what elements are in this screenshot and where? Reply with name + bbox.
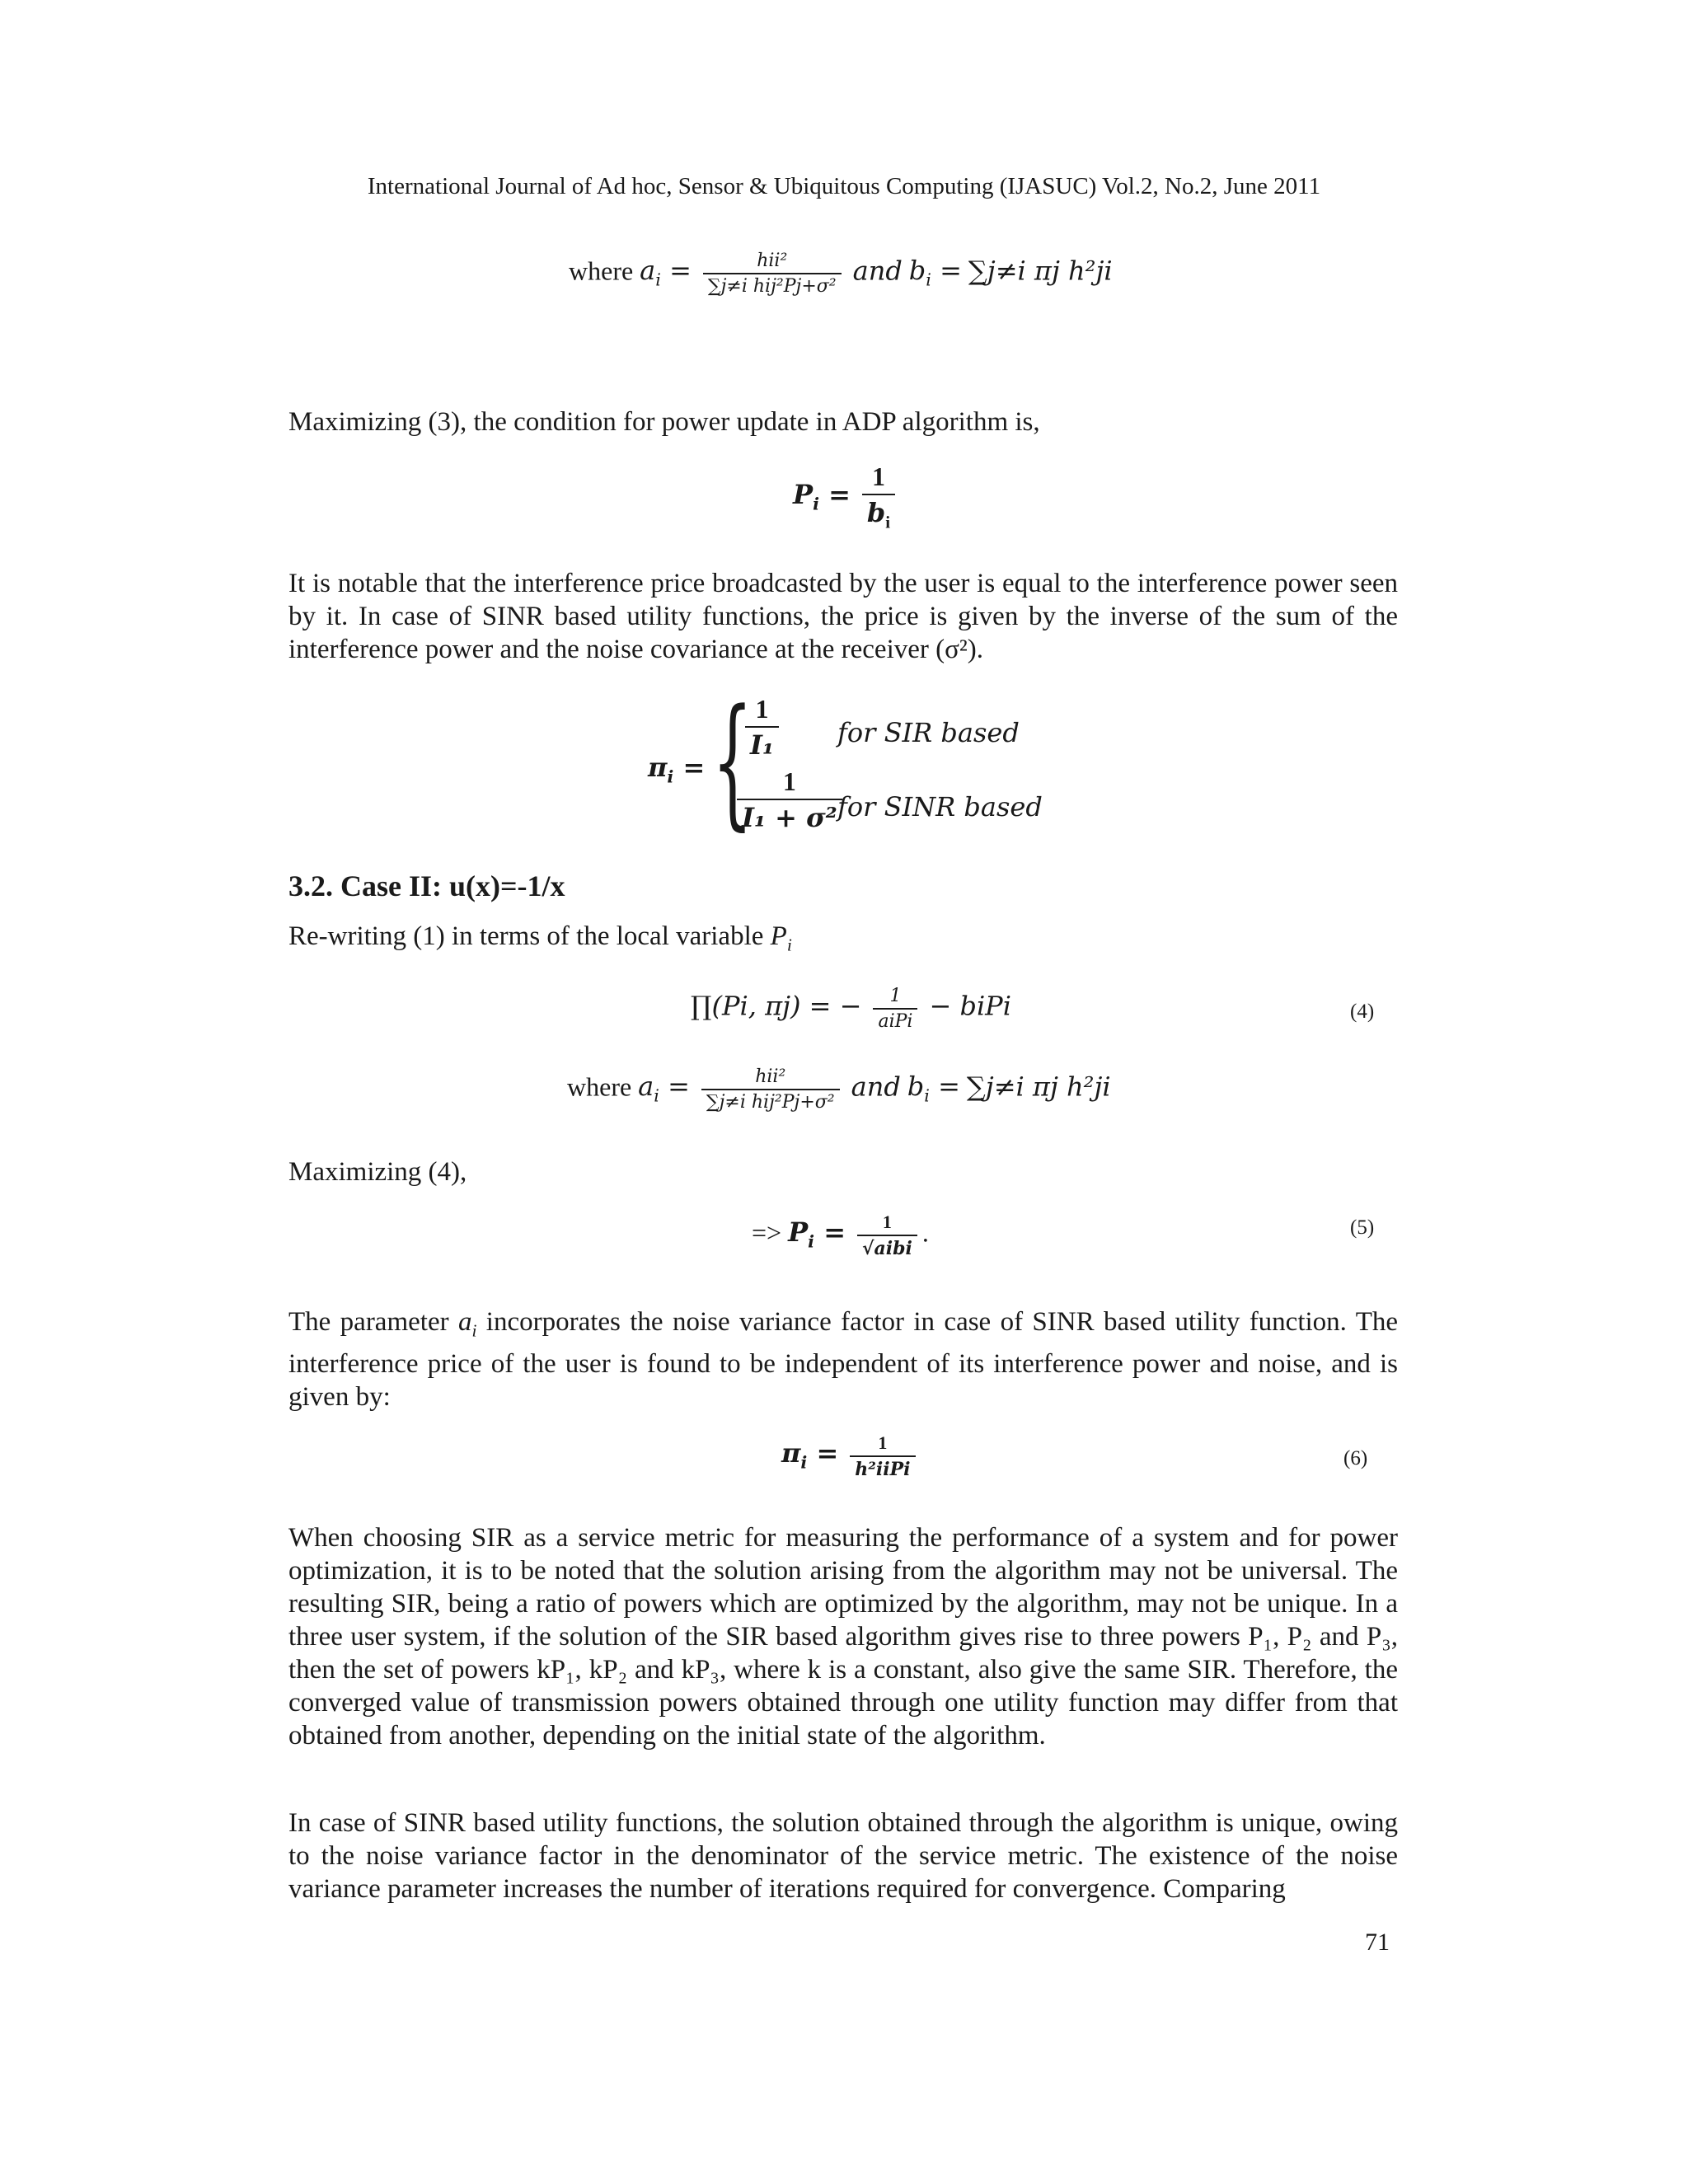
equation-number-6: (6) [1343,1447,1368,1469]
running-header: International Journal of Ad hoc, Sensor & Ubiquitous Computing (IJASUC) Vol.2, No.2, June 2011 [367,173,1321,199]
paragraph-interference-price: It is notable that the interference price broadcasted by the user is equal to the interference power seen by it. In case of SINR based utility functions, the price is given by the inverse of the sum of the interference power and the noise covariance at the receiver (σ²). [288,569,1398,664]
bi-sum-expression: ∑j≠i πj h²ji [968,255,1113,287]
equation-where-ai-bi-1: where $a_i$ = $\frac{\text{hii²}}{\text{∑j≠i hij²Pj+σ²}}$ and $b_i = \sum j\ne i$ πj h²ji [569,251,1113,297]
paragraph-parameter-ai: The parameter $a_i$ incorporates the noise variance factor in case of SINR based utility function. The interference price of the user is found to be independent of its interference power and noise, and is given by: [288,1307,1398,1412]
left-brace: { [712,678,753,844]
ai-symbol: a [640,255,656,287]
pi-lhs: $\pi_i$ = [648,752,706,787]
equation-number-4: (4) [1350,1001,1375,1023]
paragraph-maximizing-4: Maximizing (4), [288,1157,467,1187]
ai-fraction: $\frac{\text{hii²}}{\text{∑j≠i hij²Pj+σ²}}$ [703,251,842,297]
eq5-fraction: $\frac{1}{\text{√aibi}}$ [857,1212,917,1259]
equation-number-5: (5) [1350,1216,1375,1239]
paragraph-sir-metric: When choosing SIR as a service metric for measuring the performance of a system and for power optimization, it is to be noted that the solution arising from the algorithm may not be universal. The resulting SIR, being a ratio of powers which are optimized by the algorithm, may not be unique. In a three user system, if the solution of the SIR based algorithm gives rise to three powers P₁, P₂ and P₃, then the set of powers kP₁, kP₂ and kP₃, where k is a constant, also give the same SIR. Therefore, the converged value of transmission powers obtained through one utility function may differ from that obtained from another, depending on the initial state of the algorithm. [288,1523,1398,1750]
paragraph-maximizing-3: Maximizing (3), the condition for power update in ADP algorithm is, [288,407,1040,437]
equation-5: => $P_i$ = $\frac{1}{\text{√aibi}}$ . [752,1212,929,1259]
equation-6: $\pi_i$ = $\frac{1}{\text{h²iiPi}}$ [781,1432,921,1480]
case-sinr-label: for SINR based [837,791,1043,823]
equation-price-cases [643,678,1071,844]
equation-power-update: $P_i$ = $\frac{1}{b_i}$ [793,462,900,532]
eq6-fraction: $\frac{1}{\text{h²iiPi}}$ [850,1432,915,1480]
section-heading: 3.2. Case II: u(x)=-1/x [288,869,565,902]
equation-4: ∏(Pi, πj) = − $\frac{1}{\text{aiPi}}$ − biPi [691,986,1011,1032]
page-number: 71 [1365,1929,1390,1956]
paragraph-rewriting: Re-writing (1) in terms of the local variable $P_i$ [288,921,792,955]
paragraph-sinr-unique: In case of SINR based utility functions, the solution obtained through the algorithm is unique, owing to the noise variance factor in the denominator of the service metric. The existence of the noise variance parameter increases the number of iterations required for convergence. Comparing [288,1808,1398,1904]
where-label: where [569,255,634,286]
ai-fraction-2: $\frac{\text{hii²}}{\text{∑j≠i hij²Pj+σ²}}$ [701,1066,840,1113]
equation-where-ai-bi-2: where $a_i$ = $\frac{\text{hii²}}{\text{∑j≠i hij²Pj+σ²}}$ and $b_i = \sum j\ne i$ πj h²ji [567,1066,1111,1113]
case-sir-label: for SIR based [837,717,1020,748]
eq4-fraction: $\frac{1}{\text{aiPi}}$ [873,986,917,1032]
case-sir: $\frac{1}{\text{I₁}}$ [740,694,784,761]
power-update-fraction: $\frac{1}{b_i}$ [862,462,895,532]
case-sinr: $\frac{1}{\text{I₁ + σ²}}$ [732,766,847,833]
